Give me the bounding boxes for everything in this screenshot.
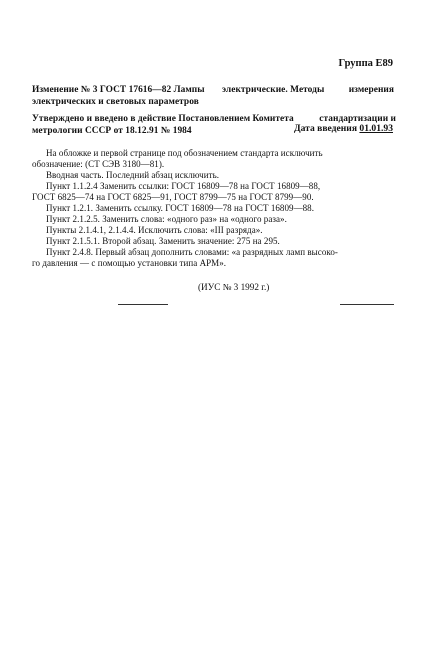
approval-part2: стандартизации и [319, 114, 396, 124]
imprint: (ИУС № 3 1992 г.) [198, 282, 270, 292]
paragraph-2: Вводная часть. Последний абзац исключить. [46, 170, 220, 180]
divider-left [118, 304, 168, 305]
amendment-title-line2: электрических и световых параметров [32, 97, 199, 107]
paragraph-4: Пункт 1.2.1. Заменить ссылку. ГОСТ 16809—78 на ГОСТ 16809—88. [46, 203, 315, 213]
approval-statement-line2: метрологии СССР от 18.12.91 № 1984 [32, 126, 192, 136]
amendment-title-part3: измерения [348, 85, 394, 95]
approval-part1: Утверждено и введено в действие Постановлением Комитета [32, 114, 294, 124]
paragraph-3-line1: Пункт 1.1.2.4 Заменить ссылки: ГОСТ 16809—78 на ГОСТ 16809—88, [46, 181, 321, 191]
divider-right [340, 304, 394, 305]
group-code: Группа Е89 [338, 58, 393, 69]
effective-date-label: Дата введения [293, 123, 358, 134]
paragraph-3-line2: ГОСТ 6825—74 на ГОСТ 6825—91, ГОСТ 8799—75 на ГОСТ 8799—90. [32, 192, 314, 202]
paragraph-1-line2: обозначение: (СТ СЭВ 3180—81). [32, 159, 165, 169]
paragraph-6: Пункты 2.1.4.1, 2.1.4.4. Исключить слова: «III разряда». [46, 225, 263, 235]
paragraph-5: Пункт 2.1.2.5. Заменить слова: «одного раз» на «одного раза». [46, 214, 287, 224]
effective-date-value: 01.01.93 [359, 123, 393, 134]
effective-date [294, 123, 393, 134]
paragraph-7: Пункт 2.1.5.1. Второй абзац. Заменить значение: 275 на 295. [46, 236, 280, 246]
paragraph-8-line2: го давления — с помощью установки типа АРМ». [32, 258, 227, 268]
amendment-title-part1: Изменение № 3 ГОСТ 17616—82 Лампы [32, 85, 205, 95]
paragraph-8-line1: Пункт 2.4.8. Первый абзац дополнить словами: «а разрядных ламп высоко- [46, 247, 338, 257]
amendment-title-part2: электрические. Методы [222, 85, 325, 95]
paragraph-1-line1: На обложке и первой странице под обозначением стандарта исключить [46, 148, 323, 158]
